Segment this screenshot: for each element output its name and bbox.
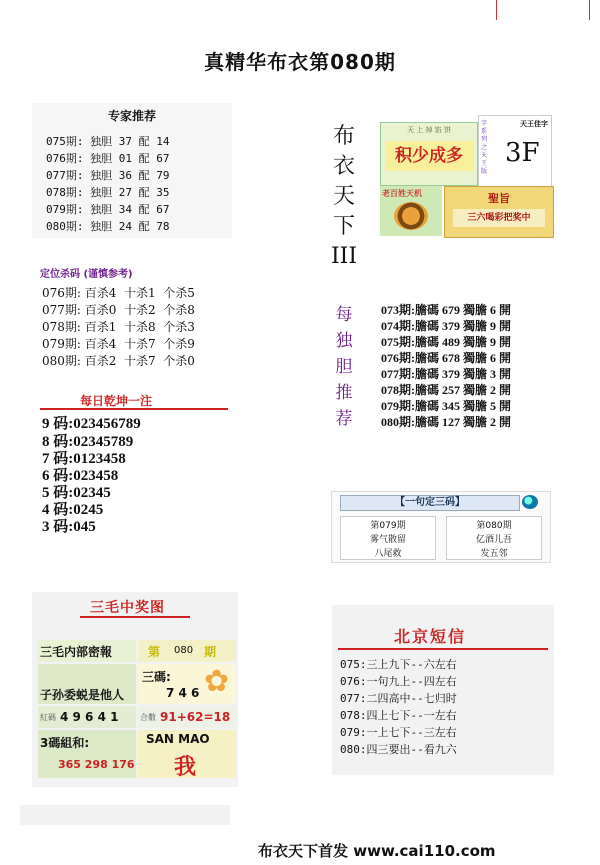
qiankun-row: 3 码:045 xyxy=(42,519,96,535)
bottom-shade xyxy=(20,805,230,825)
danma-row: 078期:膽碼 257 獨膽 2 開 xyxy=(381,383,511,397)
beijing-row: 078:四上七下--一左右 xyxy=(340,709,457,722)
meidu-char: 每 xyxy=(335,305,353,325)
beijing-header xyxy=(338,610,548,650)
sanmao-cell xyxy=(138,640,236,662)
yiju-left-period: 第079期 xyxy=(370,521,406,531)
expert-row: 080期: 独胆 24 配 78 xyxy=(46,220,170,233)
sanmao-period-suffix: 期 xyxy=(204,645,217,659)
expert-row: 079期: 独胆 34 配 67 xyxy=(46,203,170,216)
sanmao-period-number: 080 xyxy=(174,645,194,656)
expert-row: 077期: 独胆 36 配 79 xyxy=(46,169,170,182)
meidu-title xyxy=(330,302,358,432)
qiankun-row: 4 码:0245 xyxy=(42,502,104,518)
qiankun-row: 5 码:02345 xyxy=(42,485,111,501)
sanmao-three-code-label: 三碼: xyxy=(142,670,171,684)
expert-panel xyxy=(32,103,232,238)
sanmao-brand: SAN MAO xyxy=(146,732,210,746)
buyi-char: 布 xyxy=(332,124,355,149)
sanmao-wo: 我 xyxy=(174,755,197,778)
sanmao-heading: 三毛中奖图 xyxy=(90,600,165,616)
beijing-row: 077:二四高中--七归时 xyxy=(340,692,457,705)
danma-row: 075期:膽碼 489 獨膽 9 開 xyxy=(381,335,511,349)
sanmao-cell xyxy=(138,706,236,728)
calendar-side-text: 字系列之天王版 xyxy=(481,120,488,175)
beijing-heading: 北京短信 xyxy=(394,627,467,646)
yiju-right-line2: 发五邻 xyxy=(480,549,508,559)
sanmao-cell xyxy=(38,640,136,662)
yiju-heading: 【一句定三码】 xyxy=(340,495,520,511)
meidu-char: 推 xyxy=(335,383,353,403)
yiju-left-line2: 八尾救 xyxy=(374,549,402,559)
meidu-char: 独 xyxy=(335,331,353,351)
beijing-row: 076:一句九上--四左右 xyxy=(340,675,457,688)
kill-row: 079期: 百杀4 十杀7 个杀9 xyxy=(42,337,195,351)
sanmao-combo: 365 298 176 xyxy=(58,758,135,771)
sanmao-cell xyxy=(138,730,236,778)
kill-row: 078期: 百杀1 十杀8 个杀3 xyxy=(42,320,195,334)
buyi-char: 天 xyxy=(332,184,355,209)
qiankun-row: 6 码:023458 xyxy=(42,468,119,484)
sanmao-cell xyxy=(38,730,136,778)
calendar-mark: 3F xyxy=(505,138,540,168)
meidu-char: 荐 xyxy=(335,409,353,429)
sanmao-divider xyxy=(80,616,190,618)
beijing-row: 075:三上九下--六左右 xyxy=(340,658,457,671)
buyi-char: III xyxy=(330,244,358,269)
kill-row: 076期: 百杀4 十杀1 个杀5 xyxy=(42,286,195,300)
expert-row: 078期: 独胆 27 配 35 xyxy=(46,186,170,199)
meidu-char: 胆 xyxy=(335,357,353,377)
beijing-row: 080:四三要出--看九六 xyxy=(340,743,457,756)
qiankun-divider xyxy=(40,408,228,410)
scroll-title: 聖旨 xyxy=(488,192,510,205)
danma-row: 074期:膽碼 379 獨膽 9 開 xyxy=(381,319,511,333)
yiju-right-period: 第080期 xyxy=(476,521,512,531)
sanmao-sum-label: 合數 xyxy=(140,713,156,722)
qiankun-heading: 每日乾坤一注 xyxy=(80,394,153,408)
sanmao-grid xyxy=(38,640,236,780)
sanmao-combo-label: 3碼組和: xyxy=(40,736,90,750)
danma-row: 077期:膽碼 379 獨膽 3 開 xyxy=(381,367,511,381)
sanmao-cell xyxy=(38,706,136,728)
sanmao-cell xyxy=(138,664,236,704)
sanmao-cell xyxy=(38,664,136,704)
sanmao-riddle: 子孙委蜕是他人 xyxy=(40,688,125,702)
yiju-right-line1: 亿酒儿吾 xyxy=(475,535,512,545)
beijing-row: 079:一上七下--三左右 xyxy=(340,726,457,739)
buyi-char: 下 xyxy=(332,214,355,239)
buyi-char: 衣 xyxy=(332,154,355,179)
page-title: 真精华布衣第080期 xyxy=(204,50,396,74)
yiju-right-column xyxy=(446,516,542,560)
yiju-left-column xyxy=(340,516,436,560)
beijing-divider xyxy=(338,648,548,650)
kill-heading: 定位杀码 (谨慎参考) xyxy=(40,269,133,280)
edict-scroll xyxy=(444,186,554,238)
tiger-card-text: 老百姓天机 xyxy=(382,189,422,198)
expert-row: 075期: 独胆 37 配 14 xyxy=(46,135,170,148)
danma-row: 073期:膽碼 679 獨膽 6 開 xyxy=(381,303,511,317)
corner-mark-right xyxy=(589,0,590,20)
calendar-header: 天王佳字 xyxy=(520,120,548,128)
expert-row: 076期: 独胆 01 配 67 xyxy=(46,152,170,165)
qiankun-row: 7 码:0123458 xyxy=(42,451,126,467)
sanmao-red-label: 紅碼 xyxy=(40,713,56,722)
danma-row: 079期:膽碼 345 獨膽 5 開 xyxy=(381,399,511,413)
footer-text: 布衣天下首发 www.cai110.com xyxy=(258,842,496,860)
tiger-card xyxy=(380,186,442,236)
yiju-panel xyxy=(331,491,551,563)
banner-top-text: 天 上 掉 馅 饼 xyxy=(407,126,451,134)
qiankun-row: 8 码:02345789 xyxy=(42,434,134,450)
kill-row: 077期: 百杀0 十杀2 个杀8 xyxy=(42,303,195,317)
globe-icon xyxy=(522,495,538,509)
yiju-left-line1: 雾气散留 xyxy=(369,535,406,545)
tiger-icon xyxy=(394,202,428,230)
sanmao-period-prefix: 第 xyxy=(148,645,161,659)
jishao-banner xyxy=(380,122,478,186)
buyi-title xyxy=(330,122,358,272)
calendar-card xyxy=(478,115,552,187)
sanmao-red-code: 4 9 6 4 1 xyxy=(60,710,119,724)
qiankun-row: 9 码:023456789 xyxy=(42,416,141,432)
danma-row: 080期:膽碼 127 獨膽 2 開 xyxy=(381,415,511,429)
sanmao-three-code: 7 4 6 xyxy=(166,686,200,700)
danma-row: 076期:膽碼 678 獨膽 6 開 xyxy=(381,351,511,365)
corner-mark-left xyxy=(496,0,497,20)
sanmao-title-text: 三毛内部密報 xyxy=(40,645,113,659)
flower-icon: ✿ xyxy=(204,664,230,699)
expert-heading: 专家推荐 xyxy=(107,109,156,123)
sanmao-sum: 91+62=18 xyxy=(160,710,231,724)
kill-row: 080期: 百杀2 十杀7 个杀0 xyxy=(42,354,195,368)
scroll-body: 三六喝彩把奖中 xyxy=(453,209,545,227)
banner-main-text: 积少成多 xyxy=(385,141,473,171)
